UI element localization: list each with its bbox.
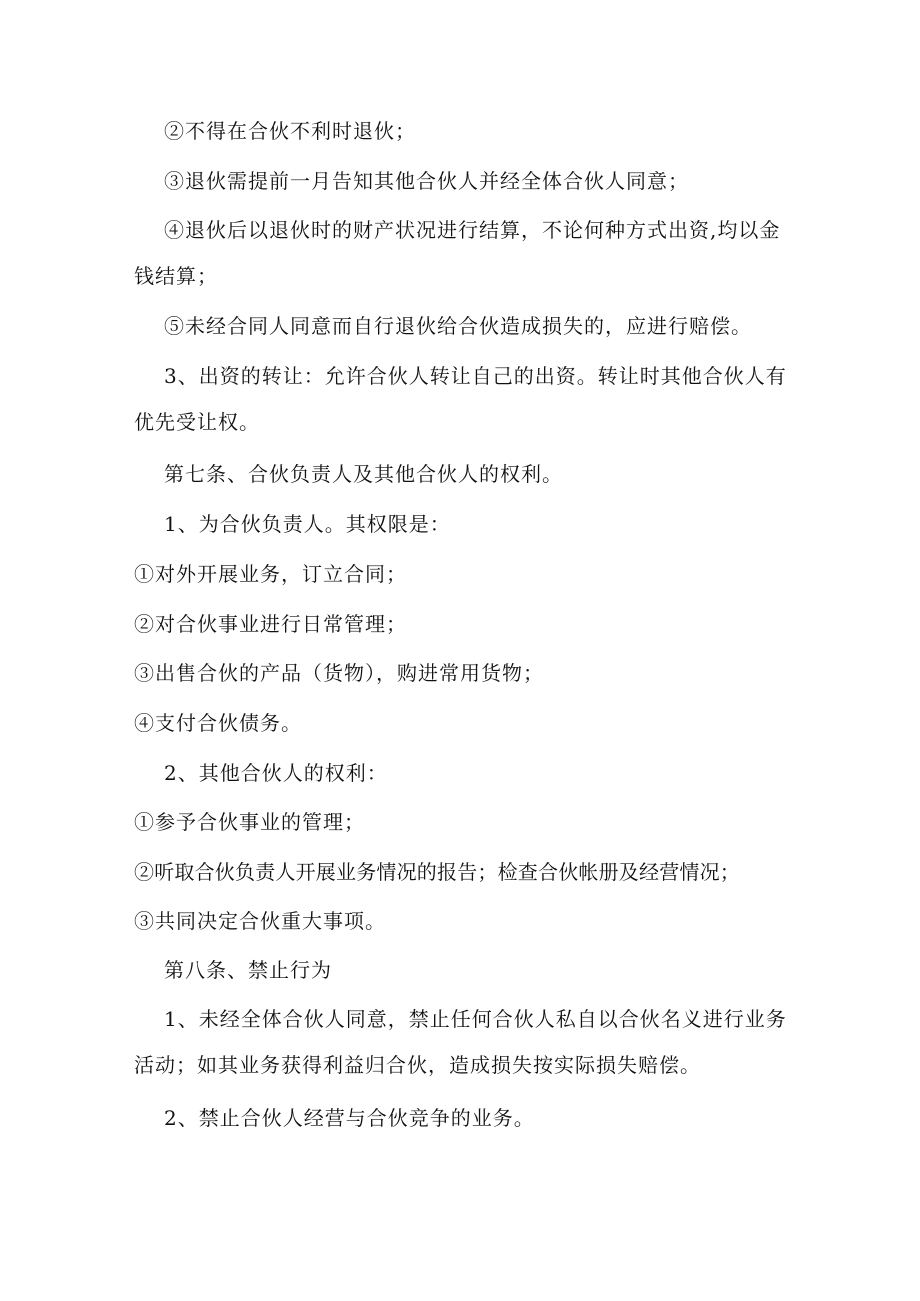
paragraph-14: ②听取合伙负责人开展业务情况的报告；检查合伙帐册及经营情况； (134, 860, 740, 884)
paragraph-11: ④支付合伙债务。 (134, 711, 302, 735)
paragraph-15: ③共同决定合伙重大事项。 (134, 909, 386, 933)
paragraph-3: ④退伙后以退伙时的财产状况进行结算，不论何种方式出资,均以金钱结算； (134, 218, 781, 288)
paragraph-2: ③退伙需提前一月告知其他合伙人并经全体合伙人同意； (164, 169, 689, 193)
paragraph-5: 3、出资的转让：允许合伙人转让自己的出资。转让时其他合伙人有优先受让权。 (134, 364, 787, 434)
paragraph-8: ①对外开展业务，订立合同； (134, 562, 407, 586)
paragraph-7: 1、为合伙负责人。其权限是： (164, 512, 451, 536)
paragraph-13: ①参予合伙事业的管理； (134, 810, 365, 834)
paragraph-9: ②对合伙事业进行日常管理； (134, 612, 407, 636)
article-8-heading: 第八条、禁止行为 (164, 958, 332, 982)
paragraph-18: 2、禁止合伙人经营与合伙竞争的业务。 (164, 1106, 535, 1130)
paragraph-10: ③出售合伙的产品（货物），购进常用货物； (134, 661, 544, 685)
paragraph-1: ②不得在合伙不利时退伙； (164, 119, 416, 143)
paragraph-17: 1、未经全体合伙人同意，禁止任何合伙人私自以合伙名义进行业务活动；如其业务获得利益归合伙，造成损失按实际损失赔偿。 (134, 1007, 787, 1077)
paragraph-4: ⑤未经合同人同意而自行退伙给合伙造成损失的，应进行赔偿。 (164, 314, 752, 338)
article-7-heading: 第七条、合伙负责人及其他合伙人的权利。 (164, 462, 563, 486)
paragraph-12: 2、其他合伙人的权利： (164, 761, 388, 785)
